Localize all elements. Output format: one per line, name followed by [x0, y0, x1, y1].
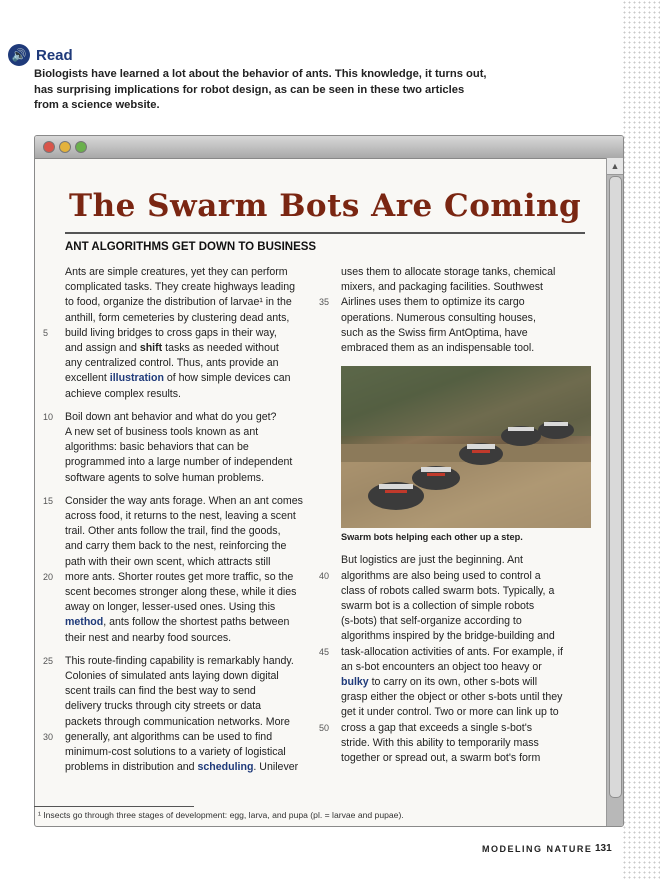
line-number: 10	[43, 411, 54, 422]
intro-line: Biologists have learned a lot about the behavior of ants. This knowledge, it turns out,	[34, 68, 487, 80]
line-text: This route-finding capability is remarkably handy.	[65, 654, 294, 667]
line-text: generally, ant algorithms can be used to find	[65, 730, 273, 743]
vocabulary-term[interactable]: method	[65, 616, 104, 629]
line-text: algorithms inspired by the bridge-building and	[341, 630, 555, 643]
line-text: Consider the way ants forage. When an ant comes	[65, 494, 303, 507]
text-line	[319, 645, 596, 660]
text-line	[65, 295, 337, 310]
line-text: Airlines uses them to optimize its cargo	[341, 296, 525, 309]
line-number: 5	[43, 327, 49, 338]
line-text: A new set of business tools known as ant	[65, 426, 259, 439]
text-line	[65, 669, 337, 684]
text-line	[65, 425, 337, 440]
line-text: delivery trucks through city streets or data	[65, 700, 262, 713]
read-label: Read	[36, 46, 73, 64]
read-header	[8, 44, 73, 66]
text-line	[65, 509, 337, 524]
line-number: 35	[319, 297, 330, 308]
scroll-up-arrow-icon[interactable]: ▲	[607, 158, 623, 175]
line-text: . Unilever	[253, 761, 299, 774]
margin-dot-pattern	[622, 0, 660, 879]
line-text: away on longer, lesser-used ones. Using this	[65, 601, 276, 614]
text-line	[341, 690, 596, 705]
text-line	[341, 614, 596, 629]
line-text: Ants are simple creatures, yet they can perform	[65, 266, 288, 278]
close-window-button[interactable]	[43, 141, 55, 153]
left-column	[43, 265, 337, 784]
text-line	[341, 584, 596, 599]
text-line	[341, 629, 596, 644]
line-text: embraced them as an indispensable tool.	[341, 342, 535, 355]
text-line	[65, 311, 337, 326]
text-line	[65, 280, 337, 295]
footnote-divider	[34, 806, 194, 807]
right-column	[319, 265, 596, 774]
line-number: 50	[319, 722, 330, 733]
intro-line: has surprising implications for robot design, as can be seen in these two articles	[34, 83, 465, 96]
line-text: build living bridges to cross gaps in their way,	[65, 326, 277, 339]
text-line	[43, 730, 337, 745]
text-line	[319, 569, 596, 584]
running-footer-section: MODELING NATURE	[482, 844, 593, 854]
swarm-bots-illustration	[341, 366, 591, 528]
text-line	[43, 410, 337, 425]
vocabulary-term[interactable]: illustration	[109, 372, 164, 385]
line-text: more ants. Shorter routes get more traffic, so the	[65, 570, 294, 583]
line-text: path with their own scent, which attracts still	[65, 555, 271, 568]
text-line	[65, 265, 337, 280]
text-line	[65, 524, 337, 539]
minimize-window-button[interactable]	[59, 141, 71, 153]
line-text: (s-bots) that self-organize according to	[341, 615, 522, 628]
title-divider	[65, 232, 585, 234]
text-line	[65, 555, 337, 570]
text-line	[43, 570, 337, 585]
vocabulary-term[interactable]: scheduling	[197, 761, 254, 774]
line-number: 45	[319, 646, 330, 657]
photo-caption: Swarm bots helping each other up a step.	[341, 532, 523, 543]
line-text: , ants follow the shortest paths between	[103, 616, 290, 629]
line-text: complicated tasks. They create highways leading	[65, 281, 296, 294]
scrollbar-thumb[interactable]	[609, 176, 622, 798]
intro-line: from a science website.	[34, 99, 160, 111]
browser-window	[34, 135, 624, 827]
line-number: 40	[319, 570, 330, 581]
text-line	[65, 684, 337, 699]
text-line	[341, 311, 596, 326]
text-line	[65, 585, 337, 600]
paragraph	[43, 654, 337, 776]
line-number: 15	[43, 495, 54, 506]
line-text: class of robots called swarm bots. Typically, a	[341, 584, 555, 597]
text-line	[341, 553, 596, 568]
line-text: packets through communication networks. More	[65, 715, 290, 728]
audio-speaker-icon[interactable]: 🔊	[8, 44, 30, 66]
line-text: and carry them back to the nest, reinforcing the	[65, 540, 287, 553]
line-text: of how simple devices can	[163, 372, 291, 385]
line-text: to carry on its own, other s-bots will	[368, 676, 538, 689]
paragraph	[43, 265, 337, 402]
vocabulary-term[interactable]: shift	[139, 342, 163, 355]
line-number: 20	[43, 571, 54, 582]
line-text: grasp either the object or other s-bots until they	[341, 691, 563, 704]
line-text: minimum-cost solutions to a variety of logistical	[65, 746, 286, 759]
text-line	[341, 326, 596, 341]
line-text: cross a gap that exceeds a single s-bot's	[341, 721, 533, 734]
line-text: mixers, and packaging facilities. Southwest	[341, 281, 543, 294]
line-number: 25	[43, 655, 54, 666]
footnote: ¹ Insects go through three stages of development: egg, larva, and pupa (pl. = larvae and pupae).	[38, 810, 404, 820]
text-line	[65, 539, 337, 554]
line-text: together or spread out, a swarm bot's form	[341, 752, 541, 765]
text-line	[65, 715, 337, 730]
text-line	[65, 455, 337, 470]
line-text: But logistics are just the beginning. Ant	[341, 554, 523, 567]
line-text: swarm bot is a collection of simple robots	[341, 600, 535, 613]
line-text: across food, it returns to the nest, leaving a scent	[65, 510, 296, 523]
paragraph	[43, 494, 337, 646]
text-line	[65, 387, 337, 402]
line-text: trail. Other ants follow the trail, find the goods,	[65, 525, 281, 538]
text-line	[65, 699, 337, 714]
text-line	[319, 295, 596, 310]
text-line	[65, 600, 337, 615]
text-line	[65, 356, 337, 371]
line-text: stride. With this ability to temporarily mass	[341, 736, 539, 749]
text-line	[341, 341, 596, 356]
text-line	[341, 660, 596, 675]
text-line	[319, 721, 596, 736]
line-text: and assign and	[65, 342, 140, 355]
paragraph	[319, 265, 596, 356]
text-line	[43, 326, 337, 341]
text-line	[65, 341, 337, 356]
text-line	[341, 751, 596, 766]
line-text: operations. Numerous consulting houses,	[341, 311, 536, 324]
line-text: get it under control. Two or more can link up to	[341, 706, 559, 719]
line-text: any centralized control. Thus, ants provide an	[65, 357, 279, 370]
line-text: algorithms: basic behaviors that can be	[65, 441, 249, 454]
article-subhead: ANT ALGORITHMS GET DOWN TO BUSINESS	[65, 241, 317, 253]
text-line	[65, 471, 337, 486]
line-text: to food, organize the distribution of larvae¹ in the	[65, 296, 292, 309]
line-text: software agents to solve human problems.	[65, 471, 265, 484]
paragraph	[43, 410, 337, 486]
line-text: scent trails can find the best way to send	[65, 685, 256, 698]
paragraph	[319, 553, 596, 766]
line-number: 30	[43, 731, 54, 742]
swarm-bots-photo	[341, 366, 591, 528]
line-text: excellent	[65, 372, 110, 385]
text-line	[341, 736, 596, 751]
line-text: uses them to allocate storage tanks, chemical	[341, 266, 556, 278]
line-text: programmed into a large number of independent	[65, 456, 293, 469]
text-line	[65, 440, 337, 455]
line-text: Colonies of simulated ants laying down digital	[65, 670, 279, 683]
window-titlebar	[35, 136, 623, 159]
line-text: their nest and nearby food sources.	[65, 631, 232, 644]
line-text: task-allocation activities of ants. For example, if	[341, 645, 563, 658]
text-line	[65, 371, 337, 386]
vocabulary-term[interactable]: bulky	[341, 676, 369, 689]
line-text: anthill, form cemeteries by clustering dead ants,	[65, 311, 290, 324]
text-line	[43, 494, 337, 509]
text-line	[341, 280, 596, 295]
text-line	[341, 705, 596, 720]
text-line	[65, 745, 337, 760]
maximize-window-button[interactable]	[75, 141, 87, 153]
text-line	[65, 615, 337, 630]
text-line	[43, 654, 337, 669]
line-text: algorithms are also being used to control a	[341, 569, 541, 582]
text-line	[65, 760, 337, 775]
line-text: Boil down ant behavior and what do you get?	[65, 410, 277, 423]
page-number: 131	[595, 843, 612, 854]
line-text: scent becomes stronger along these, while it dies	[65, 586, 297, 599]
vertical-scrollbar[interactable]	[606, 158, 623, 826]
line-text: an s-bot encounters an object too heavy or	[341, 660, 542, 673]
line-text: such as the Swiss firm AntOptima, have	[341, 326, 528, 339]
text-line	[341, 599, 596, 614]
article-title: The Swarm Bots Are Coming	[69, 188, 582, 224]
line-text: achieve complex results.	[65, 387, 181, 400]
intro-text	[34, 67, 594, 114]
line-text: tasks as needed without	[162, 342, 279, 355]
text-line	[341, 675, 596, 690]
line-text: problems in distribution and	[65, 761, 198, 774]
text-line	[65, 631, 337, 646]
text-line	[341, 265, 596, 280]
